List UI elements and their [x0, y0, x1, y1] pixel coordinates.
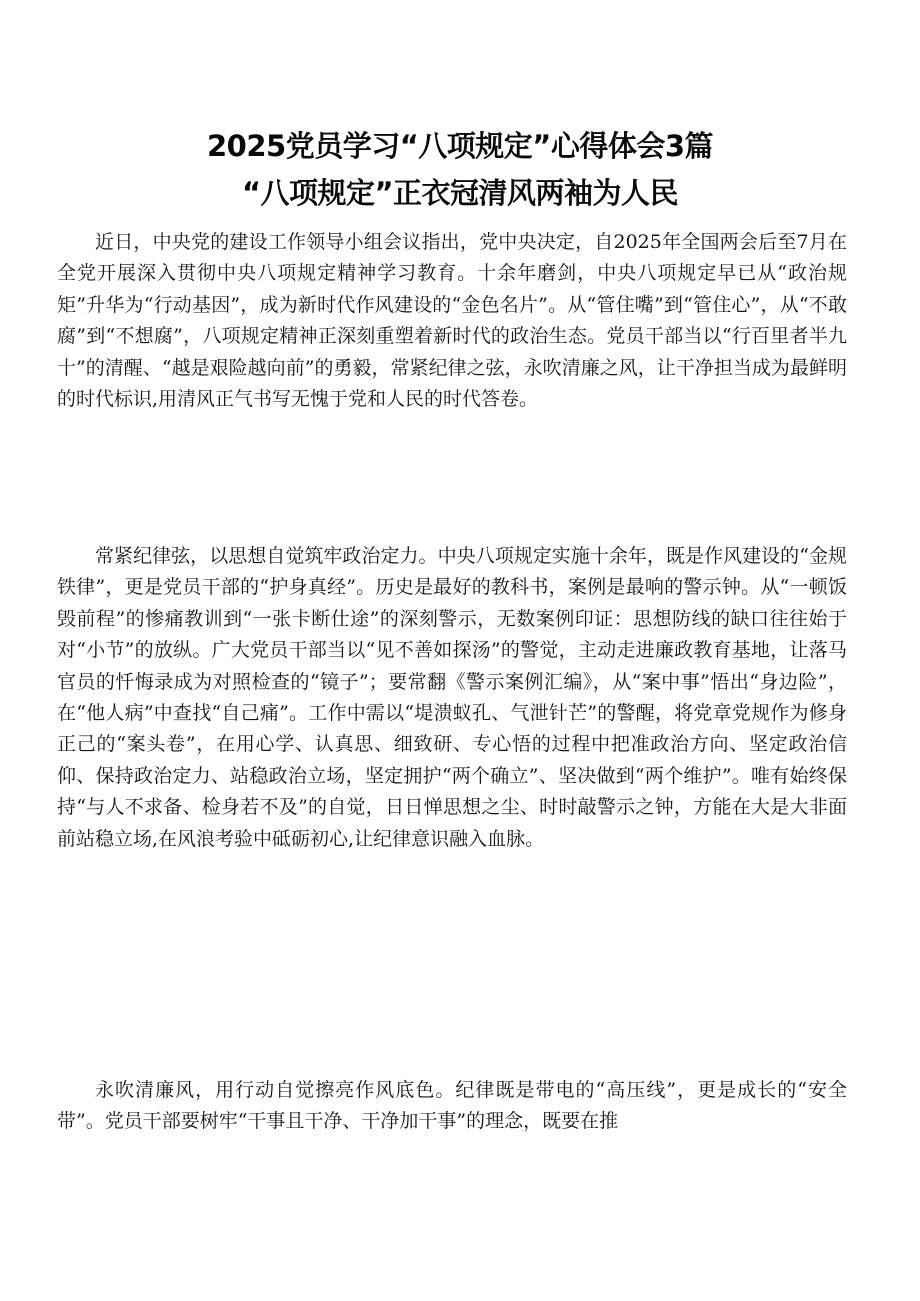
paragraph-intro — [57, 227, 847, 415]
paragraph-integrity — [57, 1075, 847, 1138]
document-title: 2025党员学习“八项规定”心得体会3篇 — [206, 129, 713, 163]
paragraph-text: 近日，中央党的建设工作领导小组会议指出，党中央决定，自2025年全国两会后至7月在全党开展深入贯彻中央八项规定精神学习教育。十余年磨剑，中央八项规定早已从“政治规矩”升华为“行动基因”，成为新时代作风建设的“金色名片”。从“管住嘴”到“管住心”，从“不敢腐”到“不想腐”，八项规定精神正深刻重塑着新时代的政治生态。党员干部当以“行百里者半九十”的清醒、“越是艰险越向前”的勇毅，常紧纪律之弦，永吹清廉之风，让干净担当成为最鲜明的时代标识,用清风正气书写无愧于党和人民的时代答卷。 — [57, 231, 847, 411]
paragraph-text: 永吹清廉风，用行动自觉擦亮作风底色。纪律既是带电的“高压线”，更是成长的“安全带”。党员干部要树牢“干事且干净、干净加干事”的理念，既要在推 — [57, 1079, 847, 1133]
document-subtitle: “八项规定”正衣冠清风两袖为人民 — [241, 176, 679, 210]
paragraph-discipline — [57, 541, 847, 855]
paragraph-text: 常紧纪律弦，以思想自觉筑牢政治定力。中央八项规定实施十余年，既是作风建设的“金规铁律”，更是党员干部的“护身真经”。历史是最好的教科书，案例是最响的警示钟。从“一顿饭毁前程”的惨痛教训到“一张卡断仕途”的深刻警示，无数案例印证：思想防线的缺口往往始于对“小节”的放纵。广大党员干部当以“见不善如探汤”的警觉，主动走进廉政教育基地，让落马官员的忏悔录成为对照检查的“镜子”；要常翻《警示案例汇编》，从“案中事”悟出“身边险”，在“他人病”中查找“自己痛”。工作中需以“堤溃蚁孔、气泄针芒”的警醒，将党章党规作为修身正己的“案头卷”，在用心学、认真思、细致研、专心悟的过程中把准政治方向、坚定政治信仰、保持政治定力、站稳政治立场，坚定拥护“两个确立”、坚决做到“两个维护”。唯有始终保持“与人不求备、检身若不及”的自觉，日日惮思想之尘、时时敲警示之钟，方能在大是大非面前站稳立场,在风浪考验中砥砺初心,让纪律意识融入血脉。 — [57, 545, 847, 850]
